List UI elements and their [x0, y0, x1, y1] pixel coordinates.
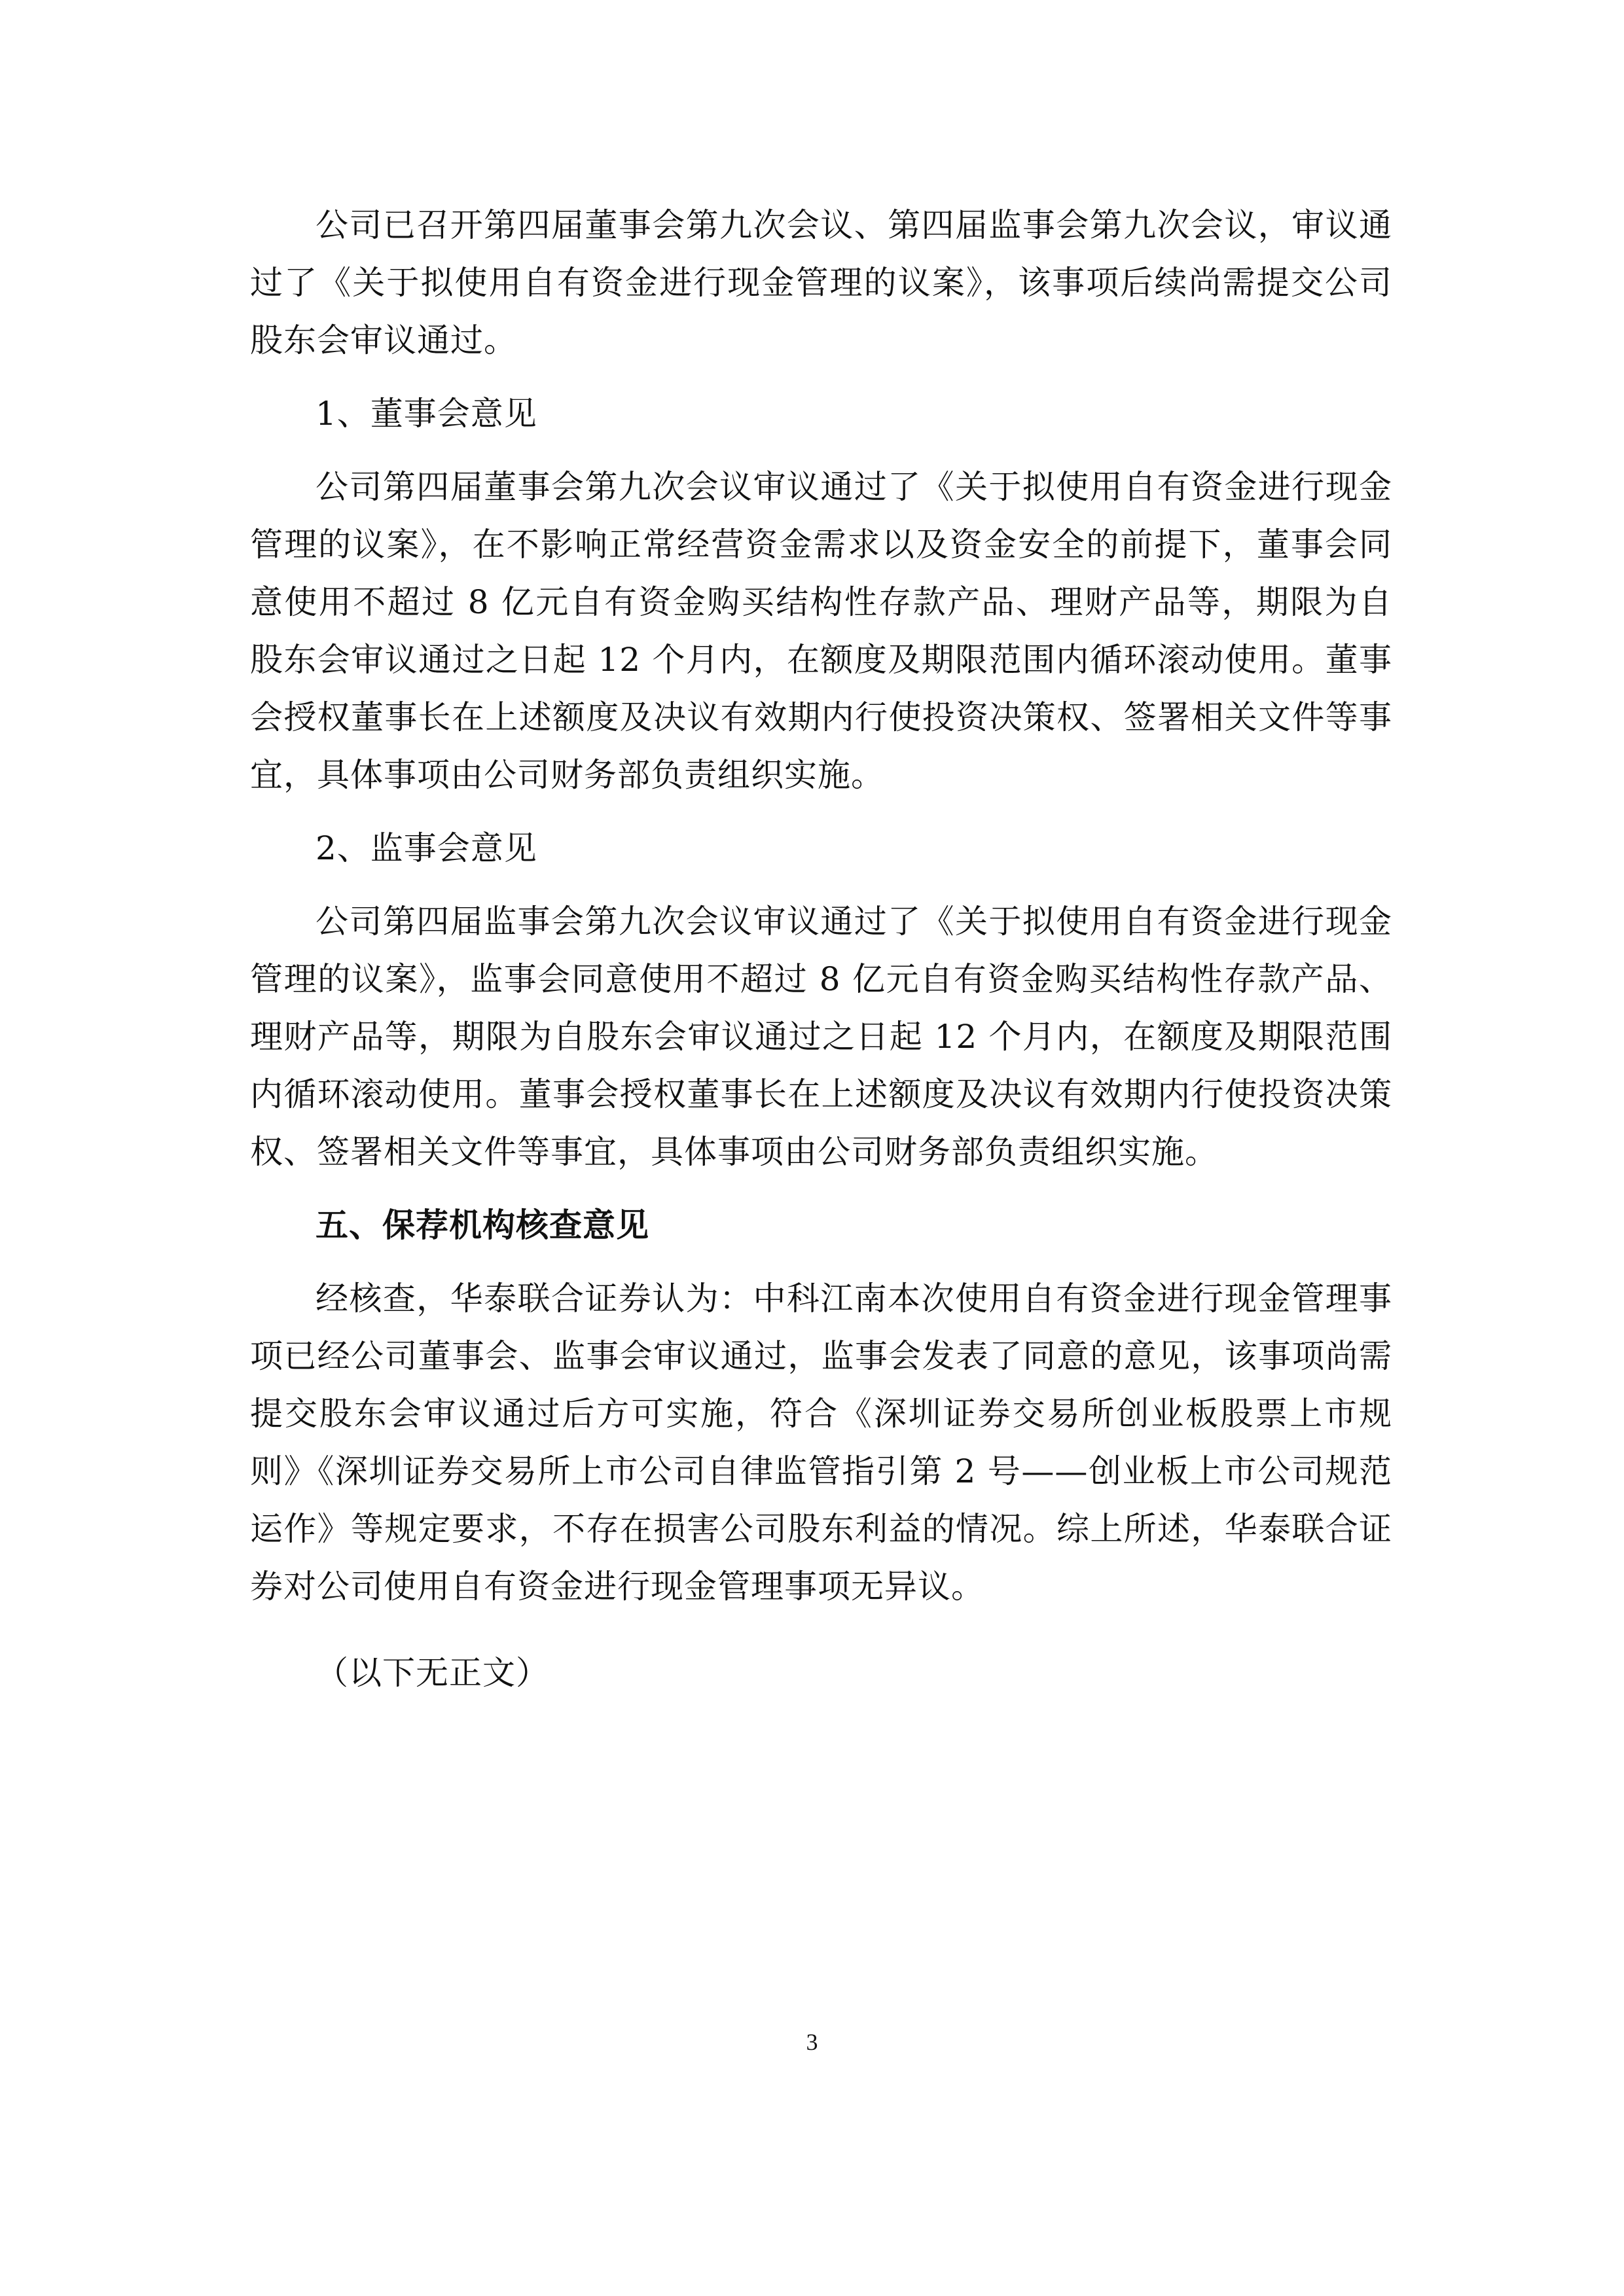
document-body	[250, 196, 1392, 1702]
no-text-below-note: （以下无正文）	[316, 1654, 549, 1692]
supervisory-opinion-paragraph: 公司第四届监事会第九次会议审议通过了《关于拟使用自有资金进行现金管理的议案》，监事会同意使用不超过 8 亿元自有资金购买结构性存款产品、理财产品等，期限为自股东会审议通过之日起 12 个月内，在额度及期限范围内循环滚动使用。董事会授权董事长在上述额度及决议有效期内行使投资决策权、签署相关文件等事宜，具体事项由公司财务部负责组织实施。	[250, 903, 1392, 1171]
board-opinion-heading: 1、董事会意见	[316, 395, 537, 433]
intro-paragraph: 公司已召开第四届董事会第九次会议、第四届监事会第九次会议，审议通过了《关于拟使用自有资金进行现金管理的议案》，该事项后续尚需提交公司股东会审议通过。	[250, 206, 1392, 359]
sponsor-review-paragraph: 经核查，华泰联合证券认为：中科江南本次使用自有资金进行现金管理事项已经公司董事会、监事会审议通过，监事会发表了同意的意见，该事项尚需提交股东会审议通过后方可实施，符合《深圳证券交易所创业板股票上市规则》《深圳证券交易所上市公司自律监管指引第 2 号——创业板上市公司规范运作》等规定要求，不存在损害公司股东利益的情况。综上所述，华泰联合证券对公司使用自有资金进行现金管理事项无异议。	[250, 1280, 1392, 1605]
board-opinion-paragraph: 公司第四届董事会第九次会议审议通过了《关于拟使用自有资金进行现金管理的议案》，在不影响正常经营资金需求以及资金安全的前提下，董事会同意使用不超过 8 亿元自有资金购买结构性存款产品、理财产品等，期限为自股东会审议通过之日起 12 个月内，在额度及期限范围内循环滚动使用。董事会授权董事长在上述额度及决议有效期内行使投资决策权、签署相关文件等事宜，具体事项由公司财务部负责组织实施。	[250, 468, 1392, 794]
sponsor-review-heading: 五、保荐机构核查意见	[316, 1206, 649, 1244]
supervisory-opinion-heading: 2、监事会意见	[316, 829, 537, 867]
page-number: 3	[806, 2029, 818, 2055]
